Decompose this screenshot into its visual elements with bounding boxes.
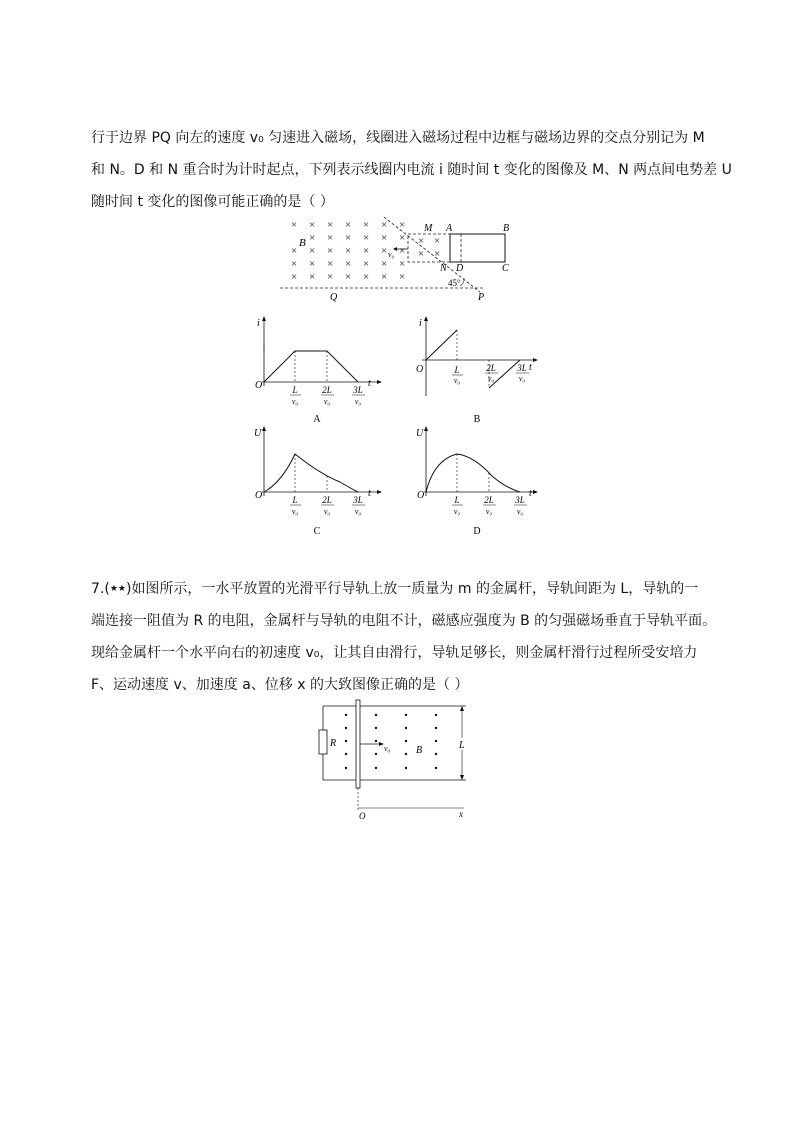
field-cross-mark: × [381, 245, 388, 257]
q7-text-line-2: 端连接一阻值为 R 的电阻，金属杆与导轨的电阻不计，磁感应强度为 B 的匀强磁场垂直于导轨平面。 [91, 613, 717, 629]
graph-b-origin: O [416, 364, 424, 375]
field-cross-mark: × [434, 248, 441, 260]
field-cross-mark: × [327, 271, 334, 283]
graph-c-caption: C [313, 526, 321, 537]
graph-b-tlabel: t [529, 362, 532, 373]
q6-graph-b [412, 316, 547, 426]
field-cross-mark: × [363, 245, 370, 257]
field-dot-mark [345, 714, 347, 716]
tick-label: 2L [322, 385, 332, 395]
tick-label: v₀ [485, 507, 493, 516]
tick-label: v₀ [453, 376, 461, 385]
l-dimension-label: L [459, 740, 465, 751]
field-cross-mark: × [418, 248, 425, 260]
velocity-label: v₀ [388, 250, 395, 259]
q6-field-diagram [280, 216, 520, 306]
field-cross-mark: × [327, 258, 334, 270]
graph-a-curve [264, 351, 358, 382]
field-cross-mark: × [345, 258, 352, 270]
field-label-b: B [416, 745, 423, 756]
resistor [319, 730, 327, 754]
field-cross-mark: × [309, 245, 316, 257]
tick-label: v₀ [518, 374, 526, 383]
tick-label: 3L [517, 363, 527, 373]
graph-c-curve [264, 454, 358, 492]
field-cross-mark: × [345, 271, 352, 283]
tick-label: L [454, 365, 460, 375]
tick-label: L [292, 495, 298, 505]
tick-label: v₀ [323, 507, 331, 516]
q7-number: 7. [91, 581, 105, 597]
q6-text-line-2: 和 N。D 和 N 重合时为计时起点，下列表示线圈内电流 i 随时间 t 变化的图像及 M、N 两点间电势差 U [91, 162, 732, 178]
metal-rod [356, 700, 360, 788]
tick-label: 2L [486, 363, 496, 373]
point-b-label: B [503, 223, 510, 234]
field-cross-mark: × [327, 245, 334, 257]
tick-label: v₀ [291, 507, 299, 516]
graph-d-curve [426, 454, 520, 492]
tick-label: v₀ [487, 374, 495, 383]
graph-c-tlabel: t [368, 488, 371, 499]
field-dot-mark [345, 753, 347, 755]
tick-label: 2L [322, 495, 332, 505]
field-cross-mark: × [309, 258, 316, 270]
graph-b-rising-line [426, 330, 457, 360]
magnetic-field-crosses [291, 219, 440, 283]
tick-label: v₀ [354, 397, 362, 406]
q6-text-line-1: 行于边界 PQ 向左的速度 v₀ 匀速进入磁场，线圈进入磁场过程中边框与磁场边界的交点分别记为 M [91, 130, 705, 146]
field-dot-mark [375, 753, 377, 755]
field-cross-mark: × [399, 271, 406, 283]
graph-a-ylabel: i [257, 318, 260, 329]
field-cross-mark: × [399, 232, 406, 244]
graph-d-caption: D [473, 526, 481, 537]
field-dot-mark [435, 767, 437, 769]
resistor-label: R [330, 738, 337, 749]
field-cross-mark: × [381, 219, 388, 231]
field-cross-mark: × [345, 232, 352, 244]
q7-text-line-4: F、运动速度 v、加速度 a、位移 x 的大致图像正确的是（ ） [91, 677, 469, 693]
tick-label: v₀ [354, 507, 362, 516]
field-cross-mark: × [363, 232, 370, 244]
tick-label: v₀ [516, 507, 524, 516]
u-axis-arrow [262, 426, 266, 431]
field-dot-mark [435, 714, 437, 716]
field-dot-mark [375, 727, 377, 729]
field-cross-mark: × [327, 232, 334, 244]
difficulty-stars-icon: ★★ [109, 584, 126, 594]
field-dot-mark [435, 753, 437, 755]
q7-text-line-3: 现给金属杆一个水平向右的初速度 v₀，让其自由滑行，导轨足够长，则金属杆滑行过程所受安培力 [91, 645, 698, 661]
field-dot-mark [375, 740, 377, 742]
field-label-b: B [299, 237, 306, 249]
l-dimension-arrow-top [460, 706, 464, 711]
i-axis-arrow [424, 316, 428, 321]
field-cross-mark: × [399, 245, 406, 257]
field-dot-mark [345, 740, 347, 742]
tick-label: v₀ [323, 397, 331, 406]
t-axis-arrow [377, 490, 382, 494]
q6-graph-d [412, 426, 547, 538]
tick-label: v₀ [291, 397, 299, 406]
field-cross-mark: × [399, 258, 406, 270]
point-d-label: D [456, 263, 464, 274]
tick-label: v₀ [453, 507, 461, 516]
graph-d-tlabel: t [529, 488, 532, 499]
u-axis-arrow [424, 426, 428, 431]
field-cross-mark: × [363, 258, 370, 270]
q7-text-line-1: 7.(★★)如图所示，一水平放置的光滑平行导轨上放一质量为 m 的金属杆，导轨间距为 L，导轨的一 [91, 581, 699, 597]
field-cross-mark: × [381, 258, 388, 270]
graph-a-tlabel: t [368, 378, 371, 389]
angle-label: 45° [448, 278, 461, 288]
field-cross-mark: × [291, 258, 298, 270]
field-dot-mark [405, 727, 407, 729]
q7-rail-diagram [314, 698, 474, 822]
graph-c-ylabel: U [254, 428, 262, 439]
coil-dashed-outline [408, 234, 450, 262]
t-axis-arrow [377, 380, 382, 384]
field-cross-mark: × [309, 232, 316, 244]
graph-b-caption: B [473, 414, 481, 425]
q6-graph-a [250, 316, 385, 426]
point-q-label: Q [330, 292, 338, 303]
point-n-label: N [440, 263, 447, 274]
graph-c-origin: O [255, 490, 263, 501]
field-cross-mark: × [291, 245, 298, 257]
field-cross-mark: × [309, 219, 316, 231]
tick-label: 3L [515, 495, 525, 505]
field-cross-mark: × [434, 235, 441, 247]
graph-a-caption: A [313, 414, 321, 425]
x-label: x [459, 809, 463, 819]
field-dot-mark [435, 727, 437, 729]
field-cross-mark: × [363, 219, 370, 231]
velocity-label: v₀ [384, 744, 391, 753]
field-cross-mark: × [381, 232, 388, 244]
field-cross-mark: × [345, 219, 352, 231]
field-dot-mark [345, 767, 347, 769]
field-cross-mark: × [291, 219, 298, 231]
point-m-label: M [424, 223, 433, 234]
field-cross-mark: × [291, 271, 298, 283]
coil-abcd [450, 234, 505, 262]
q6-text-line-3: 随时间 t 变化的图像可能正确的是（ ） [91, 194, 334, 210]
q7-text-line-1-body: 如图所示，一水平放置的光滑平行导轨上放一质量为 m 的金属杆，导轨间距为 L，导轨的一 [131, 581, 699, 597]
tick-label: 2L [484, 495, 494, 505]
tick-label: 3L [353, 495, 363, 505]
field-dot-mark [405, 767, 407, 769]
tick-label: 3L [353, 385, 363, 395]
field-cross-mark: × [345, 245, 352, 257]
field-dot-mark [405, 714, 407, 716]
field-cross-mark: × [363, 271, 370, 283]
field-dot-mark [405, 740, 407, 742]
graph-a-origin: O [255, 380, 263, 391]
graph-b-ylabel: i [419, 318, 422, 329]
tick-label: L [454, 495, 460, 505]
i-axis-arrow [262, 316, 266, 321]
q6-graph-c [250, 426, 385, 538]
field-dot-mark [375, 714, 377, 716]
field-cross-mark: × [381, 271, 388, 283]
field-cross-mark: × [399, 219, 406, 231]
point-p-label: P [478, 292, 485, 303]
t-axis-arrow [533, 490, 538, 494]
field-dot-mark [435, 740, 437, 742]
t-axis-arrow [533, 358, 538, 362]
graph-d-ylabel: U [416, 428, 424, 439]
point-a-label: A [446, 223, 453, 234]
field-dot-mark [405, 753, 407, 755]
point-c-label: C [502, 263, 509, 274]
field-dot-mark [375, 767, 377, 769]
tick-label: L [292, 385, 298, 395]
origin-label: O [359, 811, 366, 821]
l-dimension-arrow-bottom [460, 775, 464, 780]
graph-d-origin: O [417, 490, 425, 501]
field-cross-mark: × [418, 235, 425, 247]
field-dot-mark [345, 727, 347, 729]
field-cross-mark: × [309, 271, 316, 283]
field-cross-mark: × [327, 219, 334, 231]
